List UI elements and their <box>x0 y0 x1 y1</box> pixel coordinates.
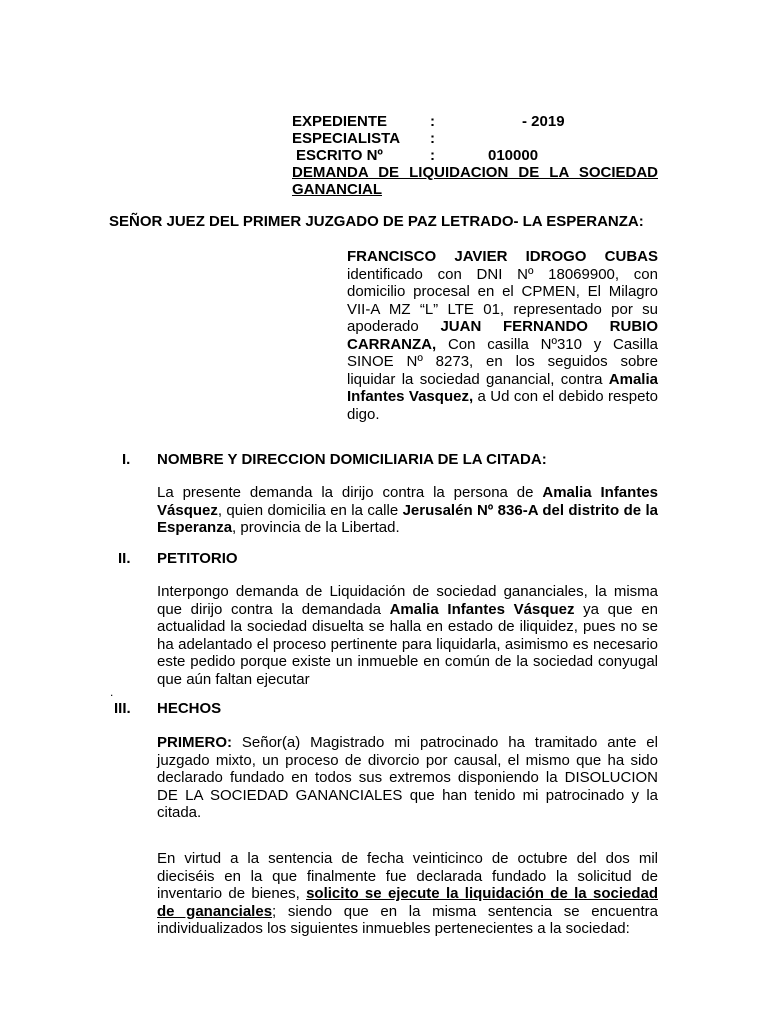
section-1-heading: NOMBRE Y DIRECCION DOMICILIARIA DE LA CITADA: <box>157 451 547 468</box>
sentence-paragraph <box>157 850 658 938</box>
escrito-label: ESCRITO Nº <box>296 147 383 164</box>
primero-paragraph <box>157 734 658 822</box>
section-1-text-2: , quien domicilia en la calle <box>217 501 399 519</box>
especialista-colon: : <box>430 130 435 147</box>
escrito-colon: : <box>430 147 435 164</box>
document-title-line1: DEMANDA DE LIQUIDACION DE LA SOCIEDAD <box>292 164 658 181</box>
section-2-heading: PETITORIO <box>157 550 238 567</box>
expediente-colon: : <box>430 113 435 130</box>
section-2-paragraph <box>157 583 658 688</box>
section-3-heading: HECHOS <box>157 700 222 717</box>
document-title-line2: GANANCIAL <box>292 181 382 198</box>
especialista-label: ESPECIALISTA <box>292 130 401 147</box>
section-1-text-1: La presente demanda la dirijo contra la persona de <box>157 484 534 501</box>
intro-paragraph <box>347 248 658 423</box>
sentence-emphasis: solicito se ejecute la liquidación de la sociedad de gananciales <box>157 885 658 920</box>
escrito-value: 010000 <box>488 147 539 164</box>
intro-text-2: Con casilla Nº310 y Casilla SINOE Nº 8273, en los seguidos sobre liquidar la sociedad ganancial, contra <box>347 335 658 388</box>
section-2-text-1: Interpongo demanda de Liquidación de sociedad gananciales, la misma que dirijo contra la demandada <box>157 583 658 618</box>
stray-dot: . <box>110 685 114 699</box>
primero-label: PRIMERO: <box>157 734 232 751</box>
section-3-numeral: III. <box>114 700 131 717</box>
sentence-text-1: En virtud a la sentencia de fecha veinticinco de octubre del dos mil dieciséis en la que finalmente fue declarada fundado la solicitud de inventario de bienes, <box>157 850 658 902</box>
defendant-name: Amalia Infantes Vasquez, <box>347 370 658 405</box>
section-2-numeral: II. <box>118 550 131 567</box>
section-1-name: Amalia Infantes Vásquez <box>157 484 658 519</box>
sentence-text-2: ; siendo que en la misma sentencia se encuentra individualizados los siguientes inmuebles pertenecientes a la sociedad: <box>157 902 658 937</box>
expediente-label: EXPEDIENTE <box>292 113 388 130</box>
escrito-row <box>296 147 383 165</box>
section-1-address: Jerusalén Nº 836-A del distrito de la Esperanza <box>157 501 658 536</box>
section-1-text-3: , provincia de la Libertad. <box>232 519 400 536</box>
section-2-text-2: ya que en actualidad la sociedad disuelta se halla en estado de iliquidez, pues no se ha adelantado el proceso pertinente para liquidarla, asimismo es necesario este pedido porque existe un inmueble en común de la sociedad conyugal que aún faltan ejecutar <box>157 600 658 688</box>
expediente-value: - 2019 <box>522 113 565 130</box>
addressee: SEÑOR JUEZ DEL PRIMER JUZGADO DE PAZ LETRADO- LA ESPERANZA: <box>109 213 644 230</box>
especialista-row <box>292 130 400 148</box>
attorney-name: JUAN FERNANDO RUBIO CARRANZA, <box>347 318 658 353</box>
plaintiff-name: FRANCISCO JAVIER IDROGO CUBAS <box>347 248 658 265</box>
section-1-numeral: I. <box>122 451 131 468</box>
intro-text-3: a Ud con el debido respeto digo. <box>347 388 659 423</box>
primero-text: Señor(a) Magistrado mi patrocinado ha tramitado ante el juzgado mixto, un proceso de divorcio por causal, el mismo que ha sido declarado fundado en todos sus extremos disponiendo la DISOLUCION DE LA SOCIEDAD GANANCIALES que han tenido mi patrocinado y la citada. <box>157 734 658 821</box>
expediente-row <box>292 113 387 131</box>
section-2-name: Amalia Infantes Vásquez <box>389 600 575 618</box>
section-1-paragraph <box>157 484 658 537</box>
intro-text-1: identificado con DNI Nº 18069900, con domicilio procesal en el CPMEN, El Milagro VII-A MZ “L” LTE 01, representado por su apoderado <box>347 265 658 335</box>
